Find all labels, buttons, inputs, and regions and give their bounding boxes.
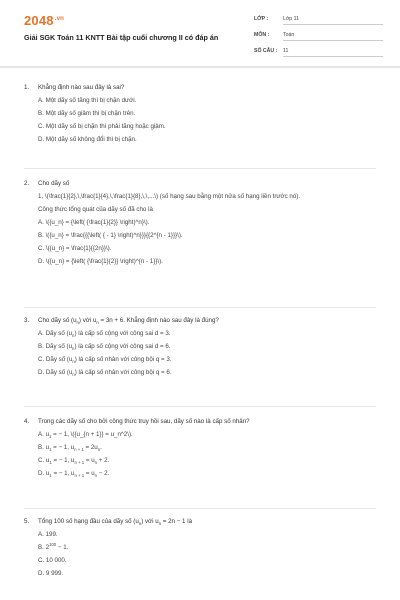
- option-b[interactable]: [38, 343, 384, 351]
- meta-class-label: LỚP :: [254, 16, 269, 22]
- header-divider: [0, 66, 400, 68]
- question-3: [24, 317, 384, 377]
- question-divider: [24, 307, 376, 308]
- option-text: = 2u: [83, 444, 98, 451]
- option-subscript: n + 1: [74, 447, 84, 453]
- option-b[interactable]: [38, 541, 384, 552]
- stem-subscript: n: [158, 521, 162, 527]
- option-text: B. 2: [38, 544, 50, 551]
- option-text: = u: [84, 457, 95, 464]
- option-text: ) là cấp số nhân với công bội q = 3.: [74, 356, 172, 363]
- stem-text: Tổng 100 số hạng đầu của dãy số (u: [38, 518, 139, 525]
- option-text: D. u: [38, 470, 50, 477]
- option-subscript: 1: [49, 460, 52, 466]
- question-stem: Trong các dãy số cho bởi công thức truy hồi sau, dãy số nào là cấp số nhân?: [38, 418, 250, 425]
- option-text: C. Dãy số (u: [38, 356, 73, 363]
- option-subscript: 1: [49, 447, 52, 453]
- question-number: 4.: [24, 418, 30, 425]
- logo-main: 2048: [24, 13, 54, 28]
- option-text: .: [100, 444, 102, 451]
- question-number: 1.: [24, 84, 30, 91]
- option-a[interactable]: A. 199.: [38, 531, 58, 538]
- stem-subscript: n: [96, 320, 99, 326]
- stem-text: = 3n + 6. Khẳng định nào sau đây là đúng?: [98, 317, 219, 324]
- option-superscript: 100: [49, 541, 57, 547]
- option-c[interactable]: C. \({u_n} = \frac{1}{{2n}}\).: [38, 245, 112, 252]
- option-a[interactable]: A. Một dãy số tăng thì bị chặn dưới.: [38, 97, 137, 104]
- option-subscript: n: [72, 359, 75, 365]
- option-text: ) là cấp số nhân với công bội q = 6.: [74, 369, 172, 376]
- stem-text: ) với u: [141, 518, 159, 525]
- meta-count: [254, 48, 383, 57]
- option-text: = − 1, u: [51, 444, 75, 451]
- option-d[interactable]: D. 9 999.: [38, 570, 64, 577]
- meta-subject: [254, 32, 383, 41]
- option-text: ) là cấp số cộng với công sai d = 6.: [74, 343, 171, 350]
- option-b[interactable]: B. \({u_n} = \frac{{{\left( { - 1} \right)^n}}}{{2^{n - 1}}}\).: [38, 232, 183, 239]
- option-d[interactable]: [38, 470, 384, 478]
- option-d[interactable]: D. Một dãy số không đổi thì bị chặn.: [38, 136, 137, 143]
- option-c[interactable]: C. 10 000.: [38, 557, 67, 564]
- option-subscript: n: [72, 372, 75, 378]
- meta-class-value: Lớp 11: [283, 16, 383, 25]
- option-d[interactable]: [38, 369, 384, 377]
- question-divider: [24, 168, 376, 169]
- option-text: = u: [84, 470, 95, 477]
- option-subscript: n: [72, 333, 75, 339]
- stem-subscript: n: [138, 521, 142, 527]
- option-b[interactable]: [38, 444, 384, 452]
- option-text: = − 1, \({u_{n + 1}} = u_n^2\).: [51, 431, 133, 438]
- stem-text: = 2n − 1 là: [161, 518, 193, 525]
- option-b[interactable]: B. Một dãy số giảm thì bị chặn trên.: [38, 110, 136, 117]
- question-number: 3.: [24, 317, 30, 324]
- option-text: ) là cấp số cộng với công sai d = 3.: [74, 330, 171, 337]
- question-5: [24, 518, 384, 578]
- question-stem: Khẳng định nào sau đây là sai?: [38, 84, 125, 91]
- option-c[interactable]: [38, 356, 384, 364]
- question-stem-prompt: Công thức tổng quát của dãy số đã cho là: [38, 206, 153, 213]
- question-stem: Cho dãy số: [38, 180, 70, 187]
- option-text: = − 1, u: [51, 457, 75, 464]
- question-4: [24, 418, 384, 478]
- question-stem: [38, 518, 384, 526]
- option-a[interactable]: A. \({u_n} = {\left( {\frac{1}{2}} \right)^n}\).: [38, 219, 150, 226]
- meta-class: [254, 16, 383, 25]
- stem-text: ) với u: [78, 317, 97, 324]
- question-stem-formula: 1, \(\frac{1}{2},\,\frac{1}{4},\,\frac{1}{8},\,\,...\) (số hạng sau bằng một nửa số hạng liền trước nó).: [38, 193, 301, 200]
- option-a[interactable]: [38, 330, 384, 338]
- question-divider: [24, 508, 376, 509]
- question-divider: [24, 406, 376, 407]
- meta-subject-label: MÔN :: [254, 32, 270, 38]
- option-text: C. u: [38, 457, 50, 464]
- option-text: A. Dãy số (u: [38, 330, 73, 337]
- question-number: 5.: [24, 518, 30, 525]
- option-text: B. u: [38, 444, 50, 451]
- option-c[interactable]: C. Một dãy số bị chặn thì phải tăng hoặc giảm.: [38, 123, 166, 130]
- option-d[interactable]: D. \({u_n} = {\left( {\frac{1}{2}} \right)^{n - 1}}\).: [38, 258, 163, 265]
- option-subscript: n + 1: [74, 460, 85, 466]
- document-title: Giải SGK Toán 11 KNTT Bài tập cuối chương II có đáp án: [24, 33, 219, 42]
- question-2: [24, 180, 384, 266]
- option-text: B. Dãy số (u: [38, 343, 73, 350]
- option-text: − 1.: [56, 544, 69, 551]
- option-subscript: n + 1: [74, 473, 85, 479]
- option-text: A. u: [38, 431, 50, 438]
- meta-subject-value: Toán: [283, 32, 383, 41]
- option-subscript: 1: [49, 473, 52, 479]
- option-c[interactable]: [38, 457, 384, 465]
- question-stem: [38, 317, 384, 325]
- option-subscript: n: [94, 460, 98, 466]
- option-text: + 2.: [97, 457, 110, 464]
- stem-subscript: n: [76, 320, 79, 326]
- option-text: D. Dãy số (u: [38, 369, 73, 376]
- document-header: [0, 0, 400, 66]
- stem-text: Cho dãy số (u: [38, 317, 77, 324]
- site-logo[interactable]: [24, 13, 64, 28]
- option-text: = − 1, u: [51, 470, 75, 477]
- question-1: [24, 84, 384, 144]
- meta-count-value: 11: [283, 48, 383, 57]
- option-subscript: n: [94, 473, 98, 479]
- option-subscript: 1: [49, 434, 52, 440]
- meta-count-label: SỐ CÂU :: [254, 48, 278, 54]
- option-text: − 2.: [97, 470, 110, 477]
- option-a[interactable]: [38, 431, 384, 439]
- question-number: 2.: [24, 180, 30, 187]
- option-subscript: n: [97, 447, 101, 453]
- option-subscript: n: [72, 346, 75, 352]
- logo-tld: .vn: [54, 15, 65, 22]
